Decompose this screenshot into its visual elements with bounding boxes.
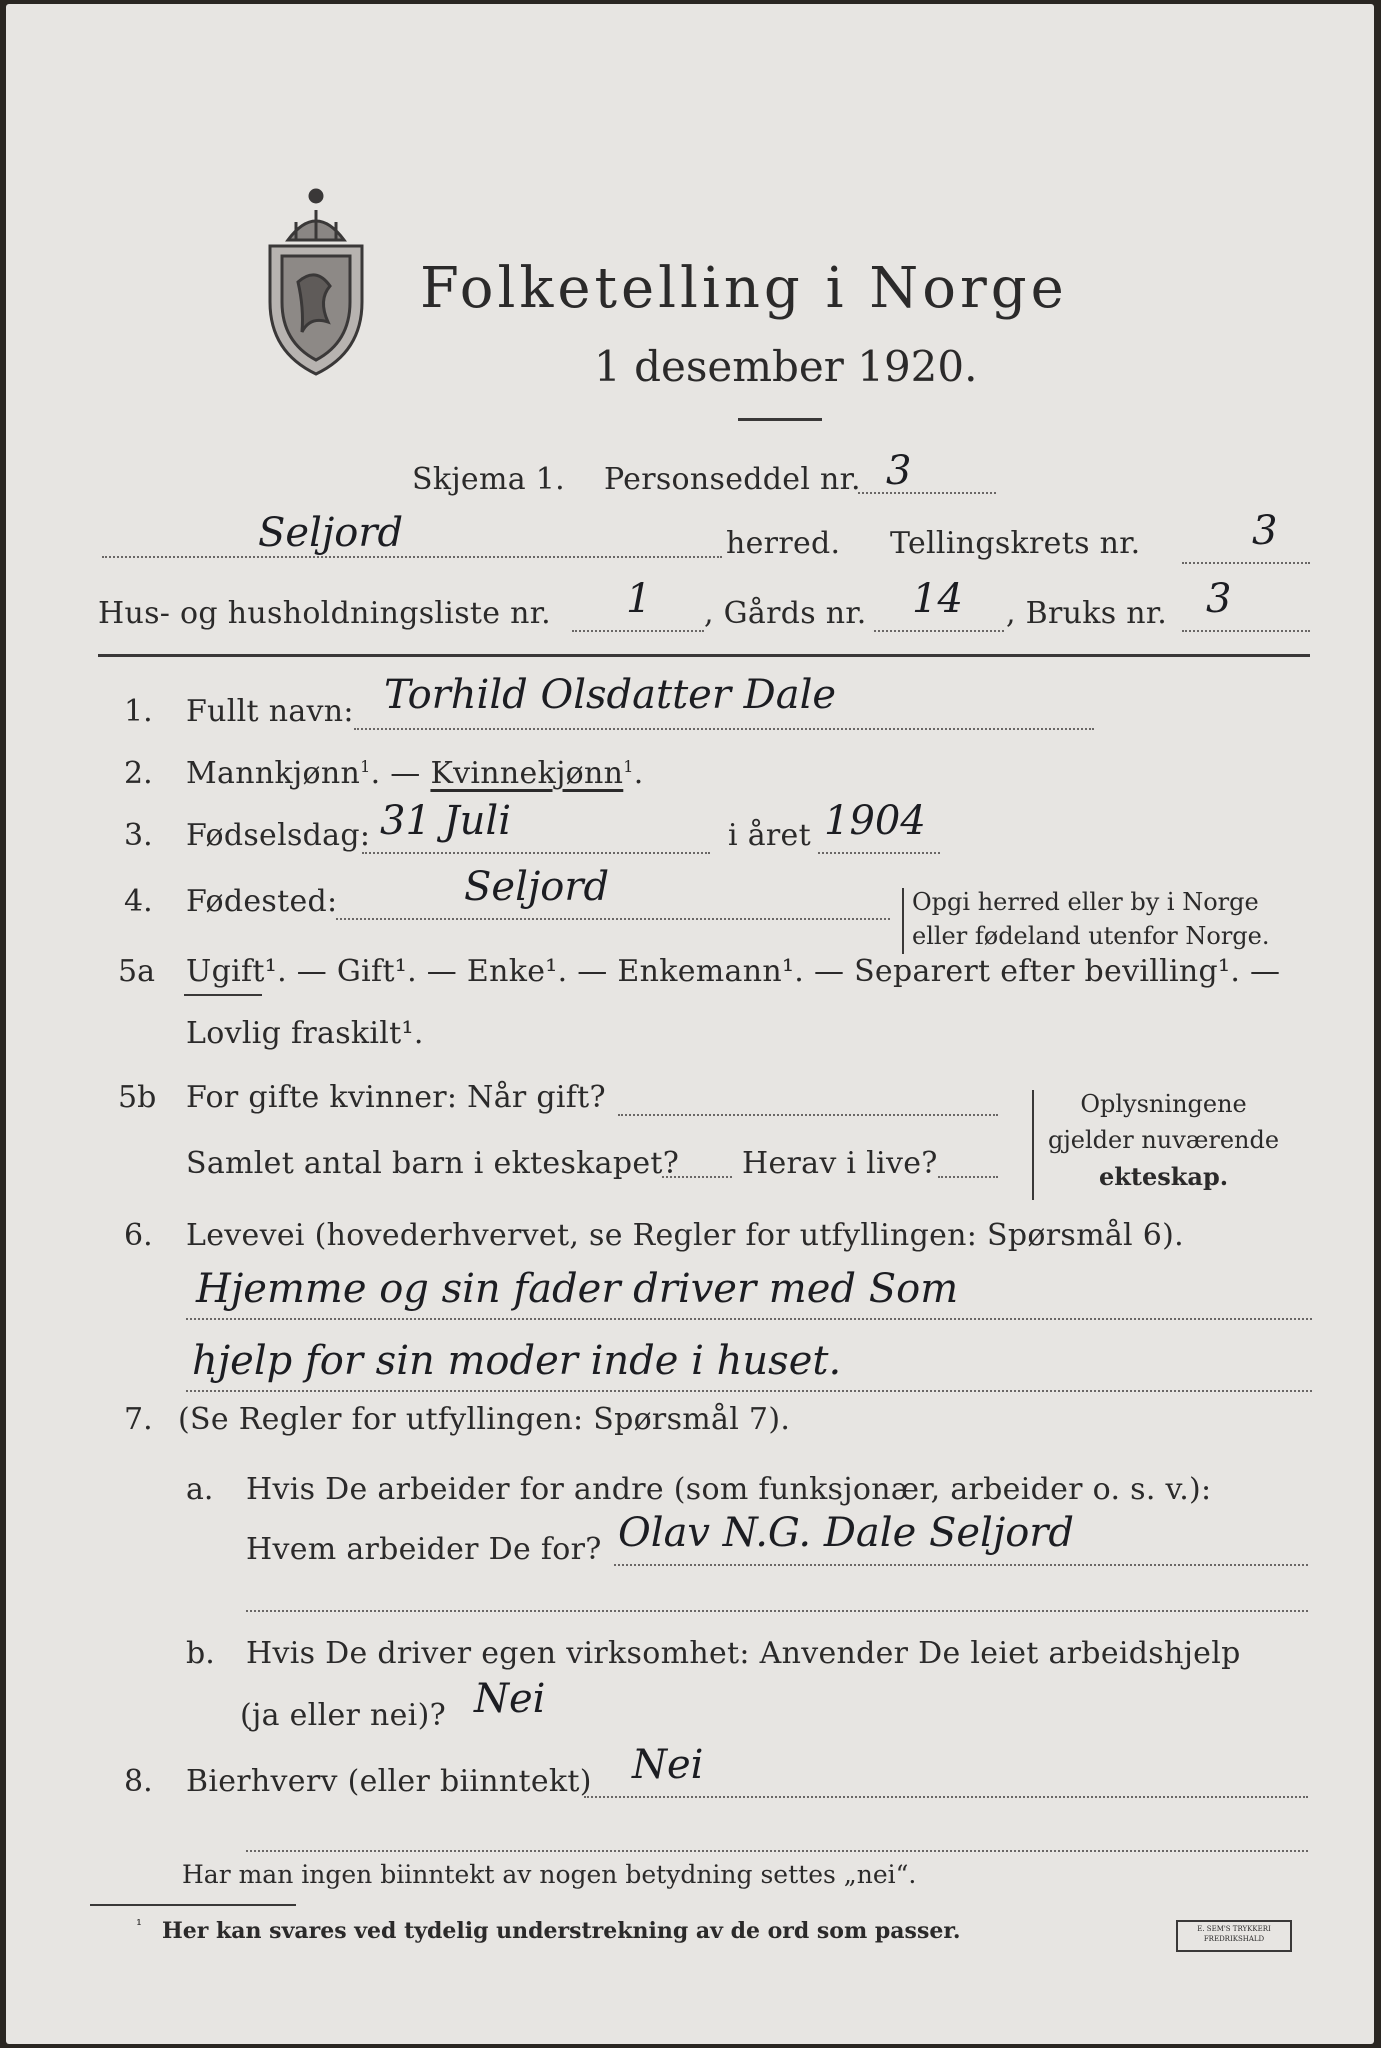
full-name-value[interactable]: Torhild Olsdatter Dale (384, 672, 837, 718)
q7-label: (Se Regler for utfyllingen: Spørsmål 7). (178, 1402, 791, 1437)
q6-label: Levevei (hovederhvervet, se Regler for utfyllingen: Spørsmål 6). (186, 1218, 1184, 1253)
q7a-label-2: Hvem arbeider De for? (246, 1532, 602, 1567)
q6-number: 6. (124, 1218, 153, 1253)
q6-line-2 (186, 1390, 1312, 1392)
header-rule (98, 654, 1310, 657)
birthplace-value[interactable]: Seljord (464, 864, 610, 910)
q5b-label-alive: Herav i live? (742, 1146, 938, 1181)
bruks-line (1182, 630, 1310, 632)
q4-line (336, 918, 890, 920)
herred-line (102, 556, 722, 558)
q7a-letter: a. (186, 1472, 214, 1507)
q5a-number: 5a (118, 954, 155, 989)
q2-sep: . — (370, 756, 431, 791)
q7a-label-1: Hvis De arbeider for andre (som funksjonær, arbeider o. s. v.): (246, 1472, 1212, 1507)
q7a-line-1 (614, 1564, 1308, 1566)
birthday-value[interactable]: 31 Juli (380, 798, 511, 844)
q5b-married-line (618, 1114, 998, 1116)
side-income-value[interactable]: Nei (632, 1742, 704, 1788)
hired-help-value[interactable]: Nei (474, 1676, 546, 1722)
bruks-label: , Bruks nr. (1006, 596, 1168, 631)
occupation-value-line-2[interactable]: hjelp for sin moder inde i huset. (192, 1338, 842, 1384)
q5b-number: 5b (118, 1080, 157, 1115)
gards-label: , Gårds nr. (704, 596, 867, 631)
skjema-label: Skjema 1. (412, 462, 565, 497)
employer-value[interactable]: Olav N.G. Dale Seljord (618, 1510, 1075, 1556)
q5b-label-children: Samlet antal barn i ekteskapet? (186, 1146, 680, 1181)
tellingskrets-label: Tellingskrets nr. (890, 526, 1141, 561)
q3-label: Fødselsdag: (186, 818, 371, 853)
birth-year-value[interactable]: 1904 (824, 798, 926, 844)
q7-number: 7. (124, 1402, 153, 1437)
q3-line (362, 852, 710, 854)
q2-number: 2. (124, 756, 153, 791)
q1-number: 1. (124, 694, 153, 729)
q5b-note-line-1: Oplysningene (1080, 1090, 1247, 1118)
q7b-label-1: Hvis De driver egen virksomhet: Anvender De leiet arbeidshjelp (246, 1636, 1241, 1671)
q3-number: 3. (124, 818, 153, 853)
q6-line-1 (186, 1318, 1312, 1320)
q5b-children-line (662, 1176, 732, 1178)
q5b-alive-line (938, 1176, 998, 1178)
census-date: 1 desember 1920. (594, 342, 978, 391)
marital-status-options[interactable]: Ugift¹. — Gift¹. — Enke¹. — Enkemann¹. — Separert efter bevilling¹. — (186, 954, 1281, 989)
q4-label: Fødested: (186, 884, 338, 919)
male-option[interactable]: Mannkjønn (186, 756, 361, 791)
q4-number: 4. (124, 884, 153, 919)
bruks-value[interactable]: 3 (1206, 576, 1232, 622)
q3-year-line (818, 852, 940, 854)
husliste-value[interactable]: 1 (626, 576, 652, 622)
personseddel-label: Personseddel nr. (604, 462, 861, 497)
q3-year-label: i året (728, 818, 811, 853)
q7b-label-2: (ja eller nei)? (240, 1698, 446, 1733)
husliste-label: Hus- og husholdningsliste nr. (98, 596, 551, 631)
divorced-option[interactable]: Lovlig fraskilt¹. (186, 1016, 424, 1051)
female-option[interactable]: Kvinnekjønn (430, 756, 624, 791)
footnote-text: Her kan svares ved tydelig understrekning av de ord som passer. (162, 1918, 961, 1944)
q8-number: 8. (124, 1764, 153, 1799)
herred-label: herred. (726, 526, 841, 561)
q2-end: . (633, 756, 644, 791)
footnote-mark: ¹ (136, 1916, 143, 1934)
husliste-line (572, 630, 704, 632)
q7b-letter: b. (186, 1636, 215, 1671)
q4-note (902, 888, 1270, 954)
q5b-note-line-3: ekteskap. (1099, 1162, 1229, 1191)
tellingskrets-line (1182, 562, 1310, 564)
q1-line (354, 728, 1094, 730)
tellingskrets-value[interactable]: 3 (1252, 508, 1278, 554)
personseddel-line (858, 492, 996, 494)
footnote-rule (90, 1904, 296, 1906)
q5b-label-married: For gifte kvinner: Når gift? (186, 1080, 606, 1115)
q8-label: Bierhverv (eller biinntekt) (186, 1764, 592, 1799)
printer-stamp: E. SEM'S TRYKKERI FREDRIKSHALD (1176, 1920, 1292, 1952)
q8-line-2 (246, 1850, 1308, 1852)
occupation-value-line-1[interactable]: Hjemme og sin fader driver med Som (196, 1266, 959, 1312)
census-form-sheet (6, 4, 1374, 2044)
q5b-note-line-2: gjelder nuværende (1048, 1126, 1280, 1154)
q2-gender-line (186, 756, 644, 791)
q1-label: Fullt navn: (186, 694, 354, 729)
ugift-underline (184, 994, 262, 996)
q2-sup-1: 1 (360, 757, 371, 776)
gards-line (874, 630, 1004, 632)
q8-note: Har man ingen biinntekt av nogen betydning settes „nei“. (182, 1860, 917, 1889)
q2-sup-2: 1 (623, 757, 634, 776)
coat-of-arms-icon (258, 182, 374, 378)
q5b-note (1032, 1090, 1279, 1200)
title-divider (738, 418, 822, 421)
gards-value[interactable]: 14 (912, 576, 963, 622)
q4-note-line-2: eller fødeland utenfor Norge. (912, 922, 1270, 950)
personseddel-value[interactable]: 3 (886, 448, 912, 494)
q8-line-1 (584, 1796, 1308, 1798)
q7a-line-2 (246, 1610, 1308, 1612)
q4-note-line-1: Opgi herred eller by i Norge (912, 888, 1259, 916)
herred-value[interactable]: Seljord (258, 510, 404, 556)
page-title: Folketelling i Norge (420, 256, 1068, 321)
